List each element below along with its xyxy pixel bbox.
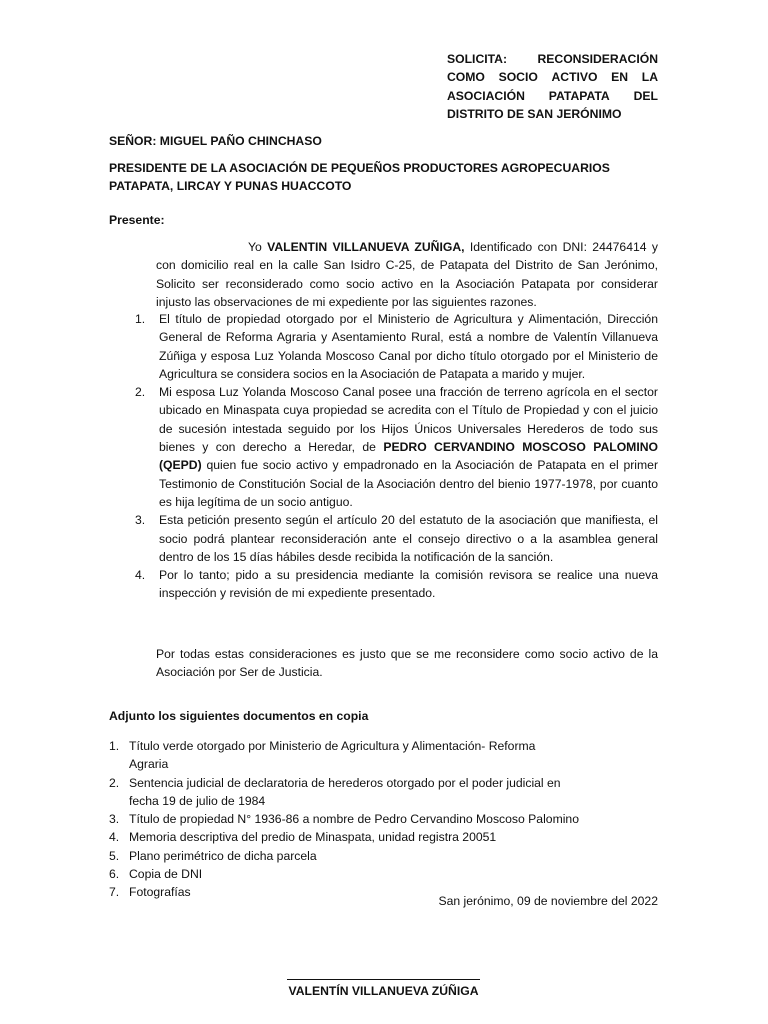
attachment-number: 4. — [109, 830, 120, 845]
subject-word: LA — [641, 70, 658, 85]
subject-word: PATAPATA — [548, 88, 610, 103]
intro-yo: Yo — [248, 240, 262, 254]
attachment-item — [109, 847, 589, 865]
attachment-item — [109, 828, 589, 846]
reason-number: 3. — [135, 513, 146, 528]
attachment-text: Plano perimétrico de dicha parcela — [129, 848, 317, 863]
attachment-text: Memoria descriptiva del predio de Minaspata, unidad registra 20051 — [129, 830, 497, 845]
applicant-name: VALENTIN VILLANUEVA ZUÑIGA, — [267, 240, 465, 254]
intro-paragraph — [156, 238, 658, 311]
greeting: Presente: — [109, 213, 165, 227]
reason-number: 4. — [135, 568, 146, 583]
subject-word: ACTIVO — [551, 70, 598, 85]
subject-word: RECONSIDERACIÓN — [537, 52, 658, 66]
reason-number: 1. — [135, 312, 146, 326]
attachment-number: 6. — [109, 867, 120, 882]
attachment-item — [109, 737, 589, 774]
addressee: SEÑOR: MIGUEL PAÑO CHINCHASO — [109, 134, 322, 148]
attachment-item — [109, 774, 589, 811]
addressee-position-line-1: PRESIDENTE DE LA ASOCIACIÓN DE PEQUEÑOS PRODUCTORES AGROPECUARIOS — [109, 161, 610, 175]
subject-row-2 — [447, 68, 658, 86]
subject-word: ASOCIACIÓN — [447, 88, 525, 103]
reasons-list — [135, 310, 658, 603]
reason-item — [135, 383, 658, 511]
subject-block — [447, 50, 658, 123]
attachment-text: Título de propiedad N° 1936-86 a nombre de Pedro Cervandino Moscoso Palomino — [129, 812, 579, 827]
deceased-name: PEDRO CERVANDINO MOSCOSO PALOMINO (QEPD) — [159, 440, 658, 473]
signature-name: VALENTÍN VILLANUEVA ZÚÑIGA — [288, 984, 479, 998]
signature-line — [287, 979, 480, 980]
attachment-item — [109, 810, 589, 828]
reason-text: Por lo tanto; pido a su presidencia mediante la comisión revisora se realice una nueva inspección y revisión de mi expediente presentado. — [159, 568, 658, 601]
attachments-heading: Adjunto los siguientes documentos en copia — [109, 709, 369, 723]
attachment-line: Sentencia judicial de declaratoria de herederos otorgado por el poder judicial en — [129, 775, 561, 790]
attachment-line: fecha 19 de julio de 1984 — [129, 793, 266, 808]
reason-text-part: Mi esposa Luz Yolanda Moscoso Canal posee una fracción de terreno agrícola en el sector ubicado en Minaspata cuya propiedad se acredita con el Título de Propiedad y con el juicio de sucesión intestada seguido por los Hijos Únicos Universales Herederos de todo sus bienes y con derecho a Heredar, de — [159, 385, 658, 455]
subject-row-3 — [447, 87, 658, 105]
attachment-item — [109, 865, 589, 883]
subject-row-4: DISTRITO DE SAN JERÓNIMO — [447, 106, 622, 121]
attachment-number: 2. — [109, 775, 120, 790]
subject-word: DEL — [633, 88, 658, 103]
attachment-number: 3. — [109, 812, 120, 827]
attachment-text: Copia de DNI — [129, 867, 203, 882]
attachment-number: 5. — [109, 848, 120, 863]
attachment-text — [129, 774, 561, 811]
addressee-position-line-2: PATAPATA, LIRCAY Y PUNAS HUACCOTO — [109, 179, 352, 193]
attachment-line: Agraria — [129, 757, 169, 772]
reason-number: 2. — [135, 385, 146, 400]
reason-item — [135, 511, 658, 566]
attachment-number: 7. — [109, 885, 120, 900]
subject-word: SOLICITA: — [447, 52, 508, 66]
reason-text: El título de propiedad otorgado por el Ministerio de Agricultura y Alimentación, Dirección General de Reforma Agraria y Asentamiento Rural, está a nombre de Valentín Villanueva Zúñiga y esposa Luz Yolanda Moscoso Canal por dicho título otorgado por el Ministerio de Agricultura se considera socios en la Asociación de Patapata a marido y mujer. — [159, 312, 658, 381]
subject-word: SOCIO — [498, 70, 538, 85]
subject-word: COMO — [447, 70, 485, 85]
attachment-number: 1. — [109, 739, 120, 753]
reason-item — [135, 310, 658, 383]
subject-row-1 — [447, 50, 658, 68]
reason-item — [135, 566, 658, 603]
attachment-text: Fotografías — [129, 885, 191, 900]
attachment-line: Título verde otorgado por Ministerio de Agricultura y Alimentación- Reforma — [129, 739, 536, 753]
reason-text: Esta petición presento según el artículo 20 del estatuto de la asociación que manifiesta, el socio podrá plantear reconsideración ante el consejo directivo o a la asamblea general dentro de los 15 días hábiles desde recibida la notificación de la sanción. — [159, 513, 658, 564]
subject-word: EN — [611, 70, 629, 85]
reason-text-part: quien fue socio activo y empadronado en la Asociación de Patapata en el primer Testimonio de Constitución Social de la Asociación dentro del bienio 1977-1978, por cuanto es hija legítima de un socio antiguo. — [159, 458, 659, 509]
closing-paragraph: Por todas estas consideraciones es justo que se me reconsidere como socio activo de la Asociación por Ser de Justicia. — [156, 647, 658, 680]
intro-text: Identificado con DNI: 24476414 y con domicilio real en la calle San Isidro C-25, de Patapata del Distrito de San Jerónimo, Solicito ser reconsiderado como socio activo en la Asociación Patapata por considerar injusto las observaciones de mi expediente por las siguientes razones. — [156, 240, 658, 309]
reason-text — [159, 383, 658, 511]
attachments-list — [109, 737, 589, 902]
attachment-text — [129, 737, 535, 774]
place-date: San jerónimo, 09 de noviembre del 2022 — [438, 894, 658, 908]
